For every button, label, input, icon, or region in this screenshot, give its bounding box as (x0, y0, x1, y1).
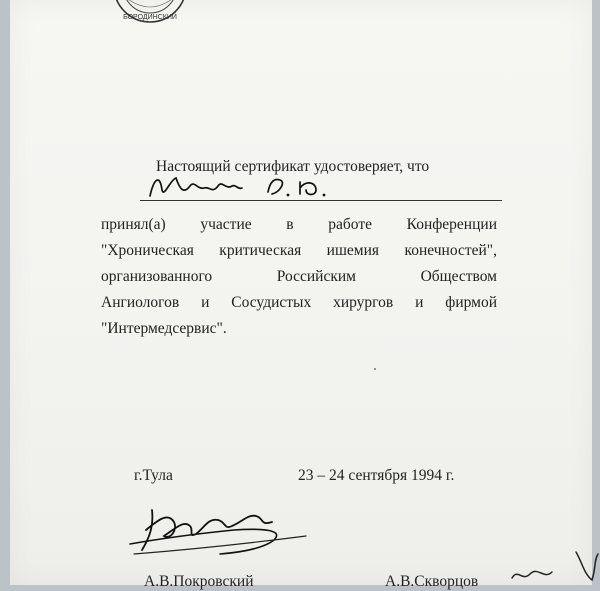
certificate-sheet (10, 0, 592, 590)
participant-name-handwriting (140, 168, 350, 204)
body-line: Ангиологов и Сосудистых хирургов и фирмой (101, 294, 497, 311)
signatory-right-name: А.В.Скворцов (385, 573, 479, 590)
signature-right (504, 548, 600, 588)
body-line: организованного Российским Обществом (101, 268, 497, 285)
participant-name-line (140, 200, 502, 201)
date: 23 – 24 сентября 1994 г. (298, 467, 455, 484)
body-line: "Интермедсервис". (101, 320, 227, 337)
body-line: "Хроническая критическая ишемия конечностей", (101, 242, 497, 259)
city: г.Тула (134, 467, 173, 484)
paper-speck (374, 368, 376, 370)
signatory-left-name: А.В.Покровский (144, 573, 254, 590)
certificate-body (101, 212, 497, 342)
seal-stamp (102, 0, 198, 24)
body-line: принял(а) участие в работе Конференции (101, 216, 497, 233)
seal-text: БОРОДИНСКИЙ (123, 14, 177, 21)
signature-left (124, 500, 314, 560)
certificate-intro: Настоящий сертификат удостоверяет, что (156, 158, 430, 175)
